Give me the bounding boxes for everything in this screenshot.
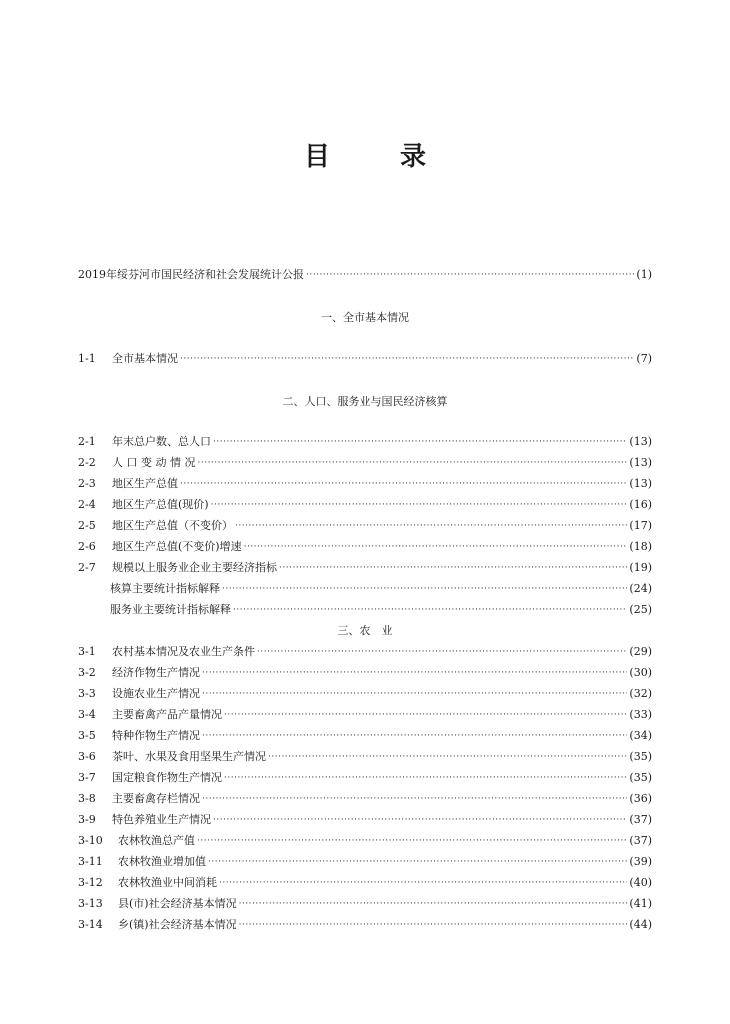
- leader-dots: [213, 433, 627, 451]
- toc-entry-page: (44): [629, 918, 652, 931]
- toc-entry-page: (13): [629, 435, 652, 448]
- toc-entry-label: 农林牧渔业增加值: [118, 855, 206, 868]
- section-heading-1: 一、全市基本情况: [321, 311, 409, 324]
- toc-entry[interactable]: [78, 454, 652, 472]
- toc-entry-page: (35): [629, 771, 652, 784]
- toc-entry-label: 茶叶、水果及食用坚果生产情况: [112, 750, 266, 763]
- toc-entry-page: (13): [629, 456, 652, 469]
- leader-dots: [222, 580, 627, 598]
- leader-dots: [202, 685, 627, 703]
- leader-dots: [208, 853, 627, 871]
- toc-entry[interactable]: [78, 643, 652, 661]
- toc-entry-number: 3-9: [78, 813, 96, 826]
- leader-dots: [239, 895, 628, 913]
- toc-entry[interactable]: [78, 790, 652, 808]
- toc-entry[interactable]: [78, 559, 652, 577]
- toc-entry[interactable]: [78, 601, 652, 619]
- leader-dots: [213, 811, 627, 829]
- title-char-2: 录: [400, 142, 427, 172]
- toc-entry[interactable]: [78, 496, 652, 514]
- toc-entry-page: (32): [629, 687, 652, 700]
- leader-dots: [257, 643, 627, 661]
- toc-entry-number: 3-14: [78, 918, 103, 931]
- toc-entry[interactable]: [78, 916, 652, 934]
- toc-entry[interactable]: [78, 517, 652, 535]
- leader-dots: [197, 832, 627, 850]
- leader-dots: [306, 266, 634, 284]
- toc-entry-label: 县(市)社会经济基本情况: [118, 897, 237, 910]
- toc-entry-label: 地区生产总值(不变价)增速: [112, 540, 242, 553]
- toc-entry-number: 3-7: [78, 771, 96, 784]
- leader-dots: [268, 748, 627, 766]
- toc-entry-label: 设施农业生产情况: [112, 687, 200, 700]
- toc-entry-number: 2-4: [78, 498, 96, 511]
- toc-entry-number: 3-6: [78, 750, 96, 763]
- toc-entry-label: 人 口 变 动 情 况: [112, 456, 196, 469]
- toc-entry[interactable]: [78, 685, 652, 703]
- toc-entry-number: 1-1: [78, 352, 96, 365]
- toc-entry-number: 3-2: [78, 666, 96, 679]
- toc-entry[interactable]: [78, 664, 652, 682]
- leader-dots: [211, 496, 628, 514]
- page-title: [0, 136, 730, 172]
- toc-entry-label: 国定粮食作物生产情况: [112, 771, 222, 784]
- toc-entry-label: 地区生产总值(现价): [112, 498, 209, 511]
- toc-entry-number: 3-3: [78, 687, 96, 700]
- toc-entry-page: (19): [629, 561, 652, 574]
- toc-entry[interactable]: [78, 580, 652, 598]
- toc-entry-page: (17): [629, 519, 652, 532]
- toc-entry-label: 主要畜禽存栏情况: [112, 792, 200, 805]
- toc-entry[interactable]: [78, 706, 652, 724]
- toc-entry-number: 3-13: [78, 897, 103, 910]
- toc-entry-number: 2-3: [78, 477, 96, 490]
- leader-dots: [233, 601, 627, 619]
- toc-entry-number: 3-4: [78, 708, 96, 721]
- toc-entry-page: (18): [629, 540, 652, 553]
- toc-entry-number: 3-8: [78, 792, 96, 805]
- toc-entry[interactable]: [78, 769, 652, 787]
- toc-entry-label: 乡(镇)社会经济基本情况: [118, 918, 237, 931]
- toc-entry-label: 经济作物生产情况: [112, 666, 200, 679]
- toc-entry-number: 3-12: [78, 876, 103, 889]
- toc-entry[interactable]: [78, 748, 652, 766]
- toc-entry-label: 全市基本情况: [112, 352, 178, 365]
- toc-entry[interactable]: [78, 475, 652, 493]
- toc-entry-page: (25): [629, 603, 652, 616]
- toc-entry-label: 地区生产总值（不变价）: [112, 519, 233, 532]
- toc-entry-number: 2-2: [78, 456, 96, 469]
- toc-entry[interactable]: [78, 811, 652, 829]
- toc-entry-label: 年末总户数、总人口: [112, 435, 211, 448]
- toc-entry[interactable]: [78, 895, 652, 913]
- toc-entry-intro[interactable]: [78, 266, 652, 284]
- toc-entry-label: 规模以上服务业企业主要经济指标: [112, 561, 277, 574]
- leader-dots: [197, 454, 627, 472]
- toc-entry-page: (1): [636, 268, 652, 281]
- leader-dots: [224, 769, 627, 787]
- leader-dots: [180, 475, 627, 493]
- leader-dots: [202, 727, 627, 745]
- toc-entry-page: (37): [629, 834, 652, 847]
- toc-entry-page: (16): [629, 498, 652, 511]
- toc-entry-number: 2-7: [78, 561, 96, 574]
- toc-entry-number: 3-11: [78, 855, 103, 868]
- toc-entry-page: (33): [629, 708, 652, 721]
- toc-entry-label: 主要畜禽产品产量情况: [112, 708, 222, 721]
- leader-dots: [202, 790, 627, 808]
- leader-dots: [202, 664, 627, 682]
- section-heading-2: 二、人口、服务业与国民经济核算: [282, 395, 448, 408]
- toc-entry[interactable]: [78, 350, 652, 368]
- leader-dots: [180, 350, 634, 368]
- toc-entry-page: (30): [629, 666, 652, 679]
- toc-entry-label: 核算主要统计指标解释: [110, 582, 220, 595]
- toc-entry-label: 特种作物生产情况: [112, 729, 200, 742]
- toc-entry-page: (41): [629, 897, 652, 910]
- toc-entry-page: (24): [629, 582, 652, 595]
- toc-entry-label: 农林牧渔业中间消耗: [118, 876, 217, 889]
- toc-entry-label: 农村基本情况及农业生产条件: [112, 645, 255, 658]
- toc-entry-number: 2-1: [78, 435, 96, 448]
- toc-entry-page: (29): [629, 645, 652, 658]
- toc-entry-number: 2-6: [78, 540, 96, 553]
- toc-entry-page: (35): [629, 750, 652, 763]
- toc-entry[interactable]: [78, 538, 652, 556]
- toc-entry-page: (39): [629, 855, 652, 868]
- toc-entry-number: 3-10: [78, 834, 103, 847]
- leader-dots: [219, 874, 627, 892]
- toc-entry[interactable]: [78, 433, 652, 451]
- leader-dots: [224, 706, 627, 724]
- toc-entry-page: (36): [629, 792, 652, 805]
- toc-entry-number: 3-5: [78, 729, 96, 742]
- leader-dots: [239, 916, 628, 934]
- toc-entry-label: 特色养殖业生产情况: [112, 813, 211, 826]
- toc-entry-label: 农林牧渔总产值: [118, 834, 195, 847]
- toc-entry-page: (7): [636, 352, 652, 365]
- toc-entry-page: (34): [629, 729, 652, 742]
- toc-entry-number: 3-1: [78, 645, 96, 658]
- toc-entry-page: (37): [629, 813, 652, 826]
- leader-dots: [279, 559, 627, 577]
- toc-entry[interactable]: [78, 832, 652, 850]
- toc-entry[interactable]: [78, 853, 652, 871]
- leader-dots: [235, 517, 627, 535]
- leader-dots: [244, 538, 628, 556]
- toc-entry-number: 2-5: [78, 519, 96, 532]
- toc-entry-label: 服务业主要统计指标解释: [110, 603, 231, 616]
- title-char-1: 目: [303, 142, 330, 172]
- section-heading-3: 三、农 业: [337, 624, 393, 637]
- toc-entry-page: (13): [629, 477, 652, 490]
- toc-entry-label: 地区生产总值: [112, 477, 178, 490]
- toc-entry-label: 2019年绥芬河市国民经济和社会发展统计公报: [78, 268, 304, 281]
- toc-entry[interactable]: [78, 874, 652, 892]
- toc-entry-page: (40): [629, 876, 652, 889]
- toc-entry[interactable]: [78, 727, 652, 745]
